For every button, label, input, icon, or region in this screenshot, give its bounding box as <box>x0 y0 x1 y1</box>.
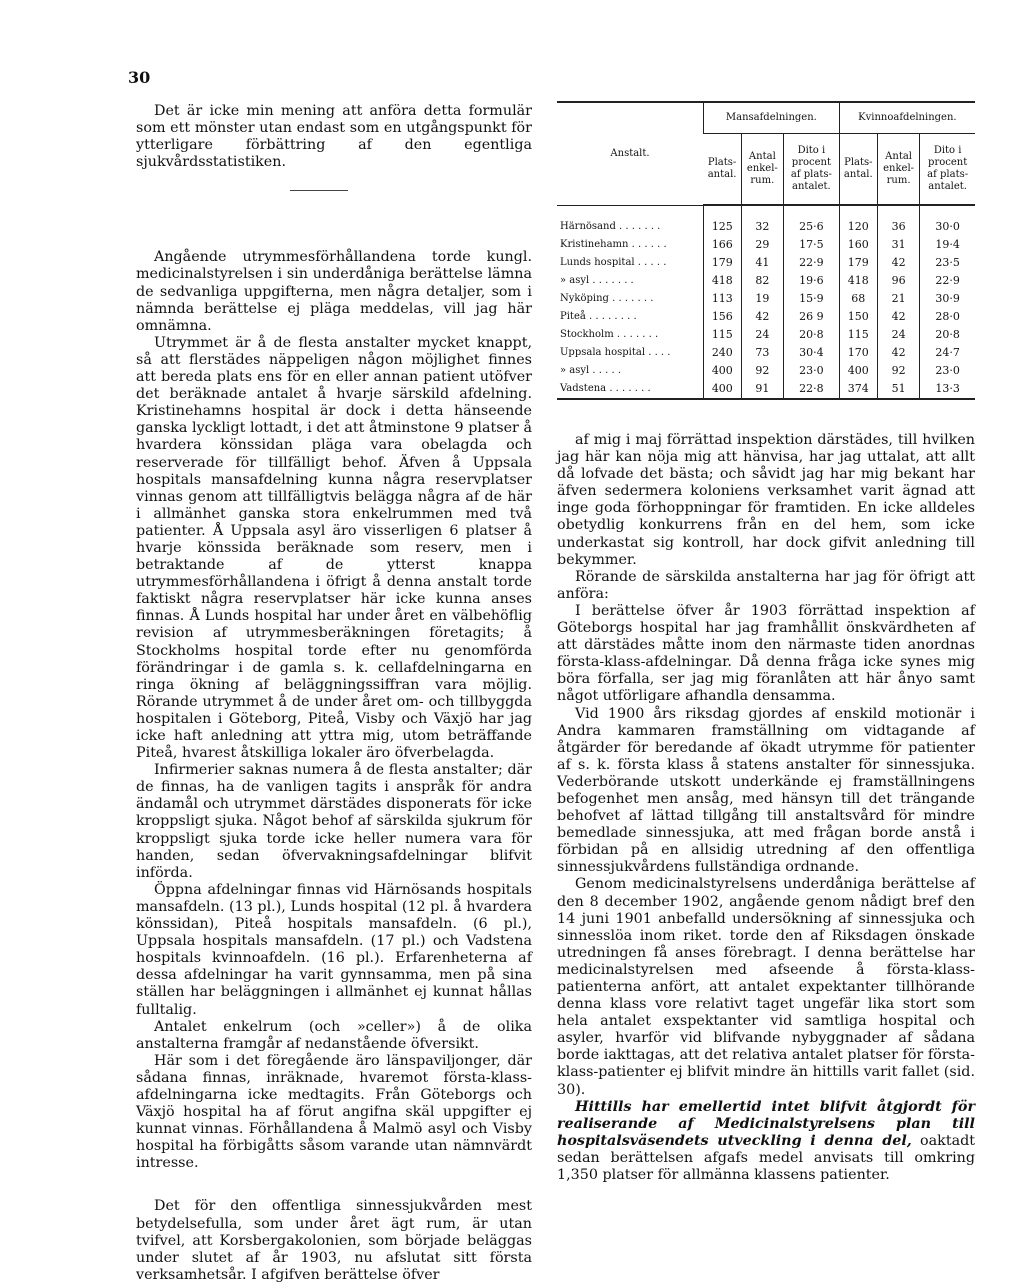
cell-w-places: 68 <box>839 290 877 308</box>
cell-m-places: 156 <box>704 308 742 326</box>
cell-w-pct: 22·9 <box>920 272 975 290</box>
right-paragraph: Genom medicinalstyrelsens underdåniga berättelse af den 8 december 1902, angående genom nådigt bref den 14 juni 1901 anbefalld undersökning af sinnessjuka och sinnesslöa inom riket. torde den af Riksdagen önskade utredningen få anses förebragt. I denna berättelse har medicinalstyrelsen med afseende å första-klass-patienterna anfört, att antalet expektanter tillhörande denna klass vore relativt taget ungefär lika stort som hela antalet exspektanter vid samtliga hospital och asyler, hvarför vid blifvande nybyggnader af sådana borde iakttagas, att det relativa antalet platser för första-klass-patienter ej blifvit mindre än hittills varit fallet (sid. 30). <box>557 876 975 1098</box>
cell-m-pct: 15·9 <box>784 290 840 308</box>
cell-m-rooms: 41 <box>741 254 783 272</box>
left-paragraph: Infirmerier saknas numera å de flesta anstalter; där de finnas, ha de vanligen tagits i anspråk för andra ändamål och utrymmet därstädes disponerats för icke kroppsligt sjuka. Något behof af särskilda sjukrum för kroppsligt sjuka torde icke heller numera vara för handen, sedan öfvervakningsafdelningar blifvit införda. <box>136 762 532 881</box>
left-paragraph: Öppna afdelningar finnas vid Härnösands hospitals mansafdeln. (13 pl.), Lunds hospital (12 pl. å hvardera könssidan), Piteå hospitals mansafdeln. (6 pl.), Uppsala hospitals mansafdeln. (17 pl.) och Vadstena hospitals kvinnoafdeln. (16 pl.). Erfarenheterna af dessa afdelningar ha varit gynnsamma, men på sina ställen har beläggningen i allmänhet ej kunnat hållas fulltalig. <box>136 881 532 1018</box>
cell-w-places: 179 <box>839 254 877 272</box>
cell-name: Piteå . . . . . . . . <box>560 311 637 322</box>
cell-w-rooms: 24 <box>877 326 919 344</box>
cell-m-rooms: 82 <box>741 272 783 290</box>
cell-w-rooms: 42 <box>877 308 919 326</box>
table-row <box>557 308 975 326</box>
left-column <box>136 103 532 1284</box>
group-women: Kvinnoafdelningen. <box>839 102 975 134</box>
right-final-italic: Hittills har emellertid intet blifvit åtgjordt för realiserande af Medicinalstyrelsens plan till hospitalsväsendets utveckling i denna del, <box>557 1098 975 1149</box>
col-men-places: Plats-antal. <box>704 134 742 206</box>
right-paragraph: I berättelse öfver år 1903 förrättad inspektion af Göteborgs hospital har jag framhållit önskvärdheten af att därstädes måtte inom den närmaste tiden anordnas första-klass-afdelningar. Då denna fråga icke synes mig böra förfalla, ser jag mig föranlåten att här ånyo samt något utförligare afhandla densamma. <box>557 602 975 705</box>
cell-m-pct: 17·5 <box>784 236 840 254</box>
cell-w-pct: 30·9 <box>920 290 975 308</box>
page-number: 30 <box>128 68 151 87</box>
cell-w-places: 418 <box>839 272 877 290</box>
table-row <box>557 362 975 380</box>
left-paragraph: Antalet enkelrum (och »celler») å de olika anstalterna framgår af nedanstående öfversikt. <box>136 1018 532 1052</box>
cell-m-places: 400 <box>704 380 742 399</box>
cell-name: Nyköping . . . . . . . <box>560 293 654 304</box>
cell-m-pct: 22·9 <box>784 254 840 272</box>
cell-name: » asyl . . . . . <box>560 365 622 376</box>
left-paragraph: Utrymmet är å de flesta anstalter mycket knappt, så att flerstädes näppeligen någon möjlighet finnes att bereda plats ens för en eller annan patient utöfver det beräknade antalet å hvarje särskild afdelning. Kristinehamns hospital är dock i detta hänseende ganska lyckligt lottadt, i det att åtminstone 9 platser å hvardera könssidan pläga vara obelagda och reserverade för tillfälligt behof. Äfven å Uppsala hospitals mansafdelning kunna några reservplatser vinnas genom att tillfälligtvis belägga några af de här i allmänhet ganska stora enkelrummen med två patienter. Å Uppsala asyl äro visserligen 6 platser å hvarje könssida beräknade som reserv, men i betraktande af de ytterst knappa utrymmesförhållandena i öfrigt å denna anstalt torde faktiskt några reservplatser här icke kunna anses finnas. Å Lunds hospital har under året en välbehöflig revision af utrymmesberäkningen företagits; å Stockholms hospital torde efter nu genomförda förändringar i de gamla s. k. cellafdelningarna en ringa ökning af beläggningssiffran vara möjlig. Rörande utrymmet å de under året om- och tillbyggda hospitalen i Göteborg, Piteå, Visby och Växjö har jag icke haft anledning att yttra mig, utom beträffande Piteå, hvarest åtskilliga lokaler äro öfverbelagda. <box>136 334 532 762</box>
cell-m-pct: 30·4 <box>784 344 840 362</box>
col-women-rooms: Antal enkel-rum. <box>877 134 919 206</box>
table-row <box>557 236 975 254</box>
cell-m-rooms: 19 <box>741 290 783 308</box>
right-paragraph: Rörande de särskilda anstalterna har jag för öfrigt att anföra: <box>557 568 975 602</box>
section-divider <box>290 190 348 191</box>
cell-m-rooms: 32 <box>741 205 783 236</box>
cell-w-pct: 19·4 <box>920 236 975 254</box>
cell-m-places: 125 <box>704 205 742 236</box>
cell-name: Stockholm . . . . . . . <box>560 329 659 340</box>
cell-w-places: 400 <box>839 362 877 380</box>
right-paragraph: Vid 1900 års riksdag gjordes af enskild motionär i Andra kammaren framställning om vidtagande af åtgärder för beredande af ökadt utrymme för patienter af s. k. första klass å statens anstalter för sinnessjuka. Vederbörande utskott underkände ej framställningens befogenhet men ansåg, med hänsyn till det trängande behofvet af lättad tillgång till anstaltsvård för mindre bemedlade sinnessjuka, att med frågan borde anstå i förbidan på en allsidig utredning af den offentliga sinnessjukvårdens fullständiga ordnande. <box>557 705 975 876</box>
cell-m-pct: 19·6 <box>784 272 840 290</box>
table-row <box>557 326 975 344</box>
table-row <box>557 254 975 272</box>
cell-w-pct: 30·0 <box>920 205 975 236</box>
cell-w-pct: 23·5 <box>920 254 975 272</box>
right-paragraph: af mig i maj förrättad inspektion därstädes, till hvilken jag här kan nöja mig att hänvisa, har jag uttalat, att allt då lofvade det bästa; och såvidt jag har mig bekant har äfven sedermera koloniens verksamhet varit ägnad att inge goda förhoppningar för framtiden. En icke alldeles obetydlig konkurrens från en del hem, som icke underkastat sig kontroll, har dock gifvit anledning till bekymmer. <box>557 432 975 568</box>
enkelrum-table <box>557 101 975 400</box>
cell-w-places: 374 <box>839 380 877 399</box>
cell-name: Härnösand . . . . . . . <box>560 220 661 232</box>
col-men-percent: Dito i procent af plats-antalet. <box>784 134 840 206</box>
cell-m-places: 179 <box>704 254 742 272</box>
cell-w-places: 115 <box>839 326 877 344</box>
table-row <box>557 344 975 362</box>
cell-name: Kristinehamn . . . . . . <box>560 239 667 250</box>
right-final-rest: oaktadt sedan berättelsen afgafs medel anvisats till omkring 1,350 platser för allmänna klassens patienter. <box>557 1132 975 1184</box>
cell-m-rooms: 73 <box>741 344 783 362</box>
cell-m-rooms: 91 <box>741 380 783 399</box>
cell-m-places: 418 <box>704 272 742 290</box>
cell-w-rooms: 42 <box>877 344 919 362</box>
cell-w-rooms: 36 <box>877 205 919 236</box>
col-women-percent: Dito i procent af plats-antalet. <box>920 134 975 206</box>
cell-m-pct: 22·8 <box>784 380 840 399</box>
col-women-places: Plats-antal. <box>839 134 877 206</box>
cell-m-places: 166 <box>704 236 742 254</box>
cell-m-rooms: 29 <box>741 236 783 254</box>
cell-w-rooms: 42 <box>877 254 919 272</box>
left-paragraph: Här som i det föregående äro länspaviljonger, där sådana finnas, inräknade, hvaremot första-klass-afdelningarna icke medtagits. Från Göteborgs och Växjö hospital ha af förut angifna skäl uppgifter ej kunnat vinnas. Förhållandena å Malmö asyl och Visby hospital ha förbigåtts såsom varande utan nämnvärdt intresse. <box>136 1052 532 1172</box>
cell-m-rooms: 92 <box>741 362 783 380</box>
cell-m-pct: 26 9 <box>784 308 840 326</box>
cell-m-pct: 23·0 <box>784 362 840 380</box>
cell-m-pct: 25·6 <box>784 205 840 236</box>
cell-m-pct: 20·8 <box>784 326 840 344</box>
right-column <box>557 432 975 1184</box>
cell-w-pct: 28·0 <box>920 308 975 326</box>
table-row <box>557 380 975 399</box>
cell-m-places: 113 <box>704 290 742 308</box>
cell-m-rooms: 42 <box>741 308 783 326</box>
col-men-rooms: Antal enkel-rum. <box>741 134 783 206</box>
right-final-paragraph <box>557 1099 975 1184</box>
table-row <box>557 290 975 308</box>
cell-w-pct: 13·3 <box>920 380 975 399</box>
cell-m-rooms: 24 <box>741 326 783 344</box>
cell-w-rooms: 31 <box>877 236 919 254</box>
cell-w-places: 170 <box>839 344 877 362</box>
cell-w-rooms: 92 <box>877 362 919 380</box>
left-paragraph: Angående utrymmesförhållandena torde kungl. medicinalstyrelsen i sin underdåniga berättelse lämna de sedvanliga uppgifterna, men några detaljer, som i nämnda berättelse ej pläga meddelas, vill jag här omnämna. <box>136 249 532 334</box>
cell-name: Lunds hospital . . . . . <box>560 257 667 268</box>
cell-w-rooms: 21 <box>877 290 919 308</box>
left-paragraphs <box>136 249 532 1172</box>
cell-w-pct: 24·7 <box>920 344 975 362</box>
cell-name: Vadstena . . . . . . . <box>557 380 704 399</box>
left-last-paragraph: Det för den offentliga sinnessjukvården mest betydelsefulla, som under året ägt rum, är utan tvifvel, att Korsbergakolonien, som började beläggas under slutet af år 1903, nu afslutat sitt första verksamhetsår. I afgifven berättelse öfver <box>136 1198 532 1283</box>
right-paragraphs <box>557 432 975 1099</box>
cell-m-places: 400 <box>704 362 742 380</box>
cell-w-places: 160 <box>839 236 877 254</box>
col-institution: Anstalt. <box>557 102 704 205</box>
cell-m-places: 115 <box>704 326 742 344</box>
cell-w-rooms: 51 <box>877 380 919 399</box>
cell-w-pct: 20·8 <box>920 326 975 344</box>
cell-w-rooms: 96 <box>877 272 919 290</box>
cell-w-pct: 23·0 <box>920 362 975 380</box>
table-row <box>557 205 975 236</box>
cell-m-places: 240 <box>704 344 742 362</box>
intro-paragraph: Det är icke min mening att anföra detta formulär som ett mönster utan endast som en utgångspunkt för ytterligare förbättring af den egentliga sjukvårdsstatistiken. <box>136 103 532 171</box>
group-men: Mansafdelningen. <box>704 102 840 134</box>
table-row <box>557 272 975 290</box>
cell-name: » asyl . . . . . . . <box>560 275 634 286</box>
cell-w-places: 150 <box>839 308 877 326</box>
cell-name: Uppsala hospital . . . . <box>560 347 671 358</box>
table-body <box>557 205 975 399</box>
cell-w-places: 120 <box>839 205 877 236</box>
